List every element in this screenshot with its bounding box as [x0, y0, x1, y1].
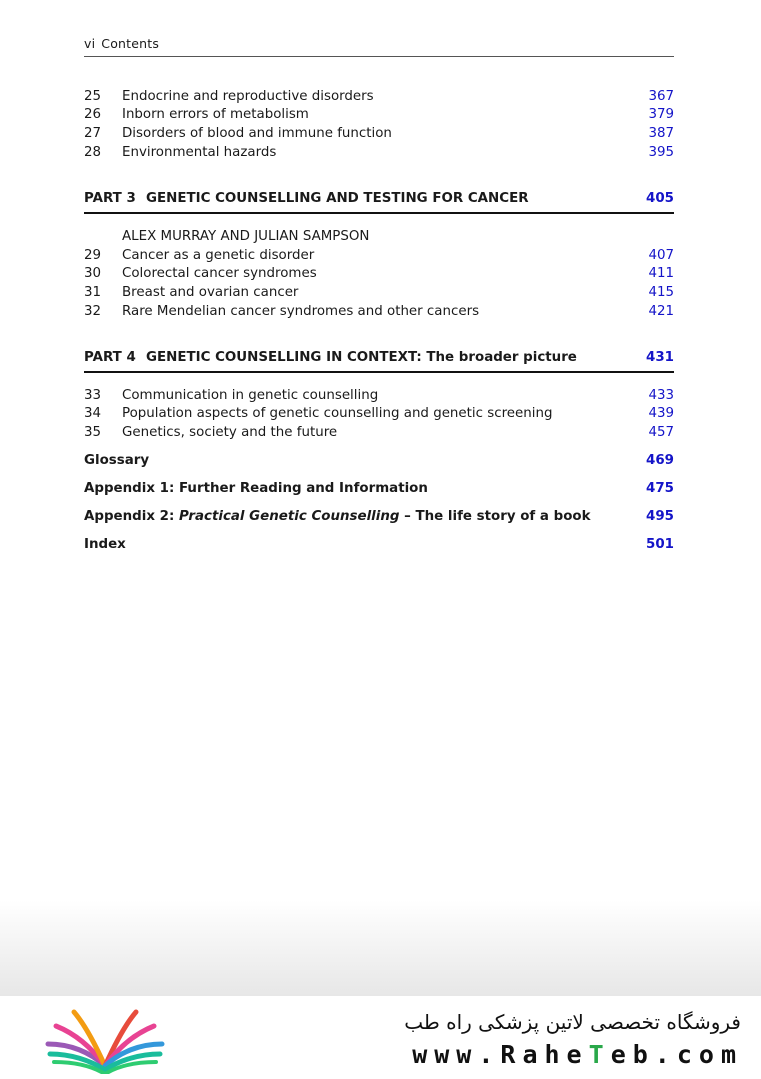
store-name-persian: فروشگاه تخصصی لاتین پزشکی راه طب — [404, 1010, 741, 1034]
page-number-link[interactable]: 475 — [646, 481, 674, 496]
chapter-title: Population aspects of genetic counselling and genetic screening — [122, 406, 553, 421]
header-rule — [84, 56, 674, 57]
toc-entry-index[interactable] — [84, 536, 674, 554]
url-prefix: www.Rahe — [412, 1040, 589, 1069]
running-head — [84, 36, 674, 51]
chapter-number: 29 — [84, 248, 102, 263]
chapter-title: Rare Mendelian cancer syndromes and other cancers — [122, 304, 480, 319]
part-title-main: GENETIC COUNSELLING IN CONTEXT: — [146, 350, 422, 365]
chapter-title: Breast and ovarian cancer — [122, 285, 299, 300]
toc-entry-glossary[interactable] — [84, 452, 674, 470]
entry-title: Glossary — [84, 453, 150, 468]
part-number: PART 4 — [84, 350, 136, 365]
toc-entry[interactable] — [84, 144, 674, 162]
page-number-link[interactable]: 457 — [648, 425, 674, 440]
entry-title-prefix: Appendix 2: — [84, 509, 179, 524]
chapter-number: 26 — [84, 107, 102, 122]
toc-entry[interactable] — [84, 424, 674, 442]
entry-title: Index — [84, 537, 126, 552]
page-number-link[interactable]: 411 — [648, 266, 674, 281]
part-rule — [84, 371, 674, 373]
entry-title — [84, 508, 591, 526]
part-authors: ALEX MURRAY AND JULIAN SAMPSON — [122, 229, 370, 244]
toc-entry-appendix-1[interactable] — [84, 480, 674, 498]
entry-title: Appendix 1: Further Reading and Information — [84, 481, 428, 496]
chapter-number: 35 — [84, 425, 102, 440]
bottom-shade — [0, 900, 761, 1000]
part-number: PART 3 — [84, 191, 136, 206]
page-number-link[interactable]: 395 — [648, 145, 674, 160]
page-number-link[interactable]: 379 — [648, 107, 674, 122]
page-number-link[interactable]: 421 — [648, 304, 674, 319]
entry-title-italic: Practical Genetic Counselling — [178, 509, 400, 524]
part-title: GENETIC COUNSELLING AND TESTING FOR CANCER — [146, 191, 529, 206]
chapter-title: Disorders of blood and immune function — [122, 126, 392, 141]
url-suffix: eb.com — [610, 1040, 743, 1069]
toc-entry-appendix-2[interactable] — [84, 508, 674, 526]
chapter-title: Environmental hazards — [122, 145, 277, 160]
chapter-title: Cancer as a genetic disorder — [122, 248, 315, 263]
url-accent-letter: T — [588, 1040, 611, 1069]
store-banner[interactable] — [0, 996, 761, 1079]
chapter-title: Endocrine and reproductive disorders — [122, 89, 374, 104]
toc-entry[interactable] — [84, 387, 674, 405]
store-url-link[interactable] — [412, 1040, 743, 1069]
chapter-number: 25 — [84, 89, 102, 104]
part-title — [146, 348, 577, 368]
chapter-title: Genetics, society and the future — [122, 425, 338, 440]
toc-entry[interactable] — [84, 106, 674, 124]
entry-title-suffix: – The life story of a book — [399, 509, 591, 524]
part-subtitle: The broader picture — [426, 350, 577, 365]
page-number-link[interactable]: 367 — [648, 89, 674, 104]
page-number-link[interactable]: 405 — [646, 191, 674, 206]
chapter-number: 30 — [84, 266, 102, 281]
page-number-link[interactable]: 415 — [648, 285, 674, 300]
chapter-number: 27 — [84, 126, 102, 141]
chapter-title: Inborn errors of metabolism — [122, 107, 309, 122]
part-heading[interactable] — [84, 189, 674, 209]
page-number-link[interactable]: 495 — [646, 509, 674, 524]
page-number-link[interactable]: 387 — [648, 126, 674, 141]
toc-entry[interactable] — [84, 247, 674, 265]
toc-entry[interactable] — [84, 125, 674, 143]
chapter-title: Colorectal cancer syndromes — [122, 266, 317, 281]
page-number-link[interactable]: 431 — [646, 350, 674, 365]
toc-entry[interactable] — [84, 265, 674, 283]
page-number-link[interactable]: 501 — [646, 537, 674, 552]
toc-entry[interactable] — [84, 405, 674, 423]
chapter-number: 34 — [84, 406, 102, 421]
toc-entry[interactable] — [84, 284, 674, 302]
page-roman: vi — [84, 36, 96, 51]
page-number-link[interactable]: 407 — [648, 248, 674, 263]
chapter-number: 28 — [84, 145, 102, 160]
page-number-link[interactable]: 433 — [648, 388, 674, 403]
part-heading[interactable] — [84, 348, 674, 368]
chapter-title: Communication in genetic counselling — [122, 388, 379, 403]
open-book-icon — [40, 1004, 170, 1074]
part-rule — [84, 212, 674, 214]
chapter-number: 31 — [84, 285, 102, 300]
toc-entry[interactable] — [84, 303, 674, 321]
page-number-link[interactable]: 439 — [648, 406, 674, 421]
chapter-number: 33 — [84, 388, 102, 403]
running-head-label: Contents — [101, 36, 160, 51]
toc-entry[interactable] — [84, 88, 674, 106]
page-number-link[interactable]: 469 — [646, 453, 674, 468]
chapter-number: 32 — [84, 304, 102, 319]
